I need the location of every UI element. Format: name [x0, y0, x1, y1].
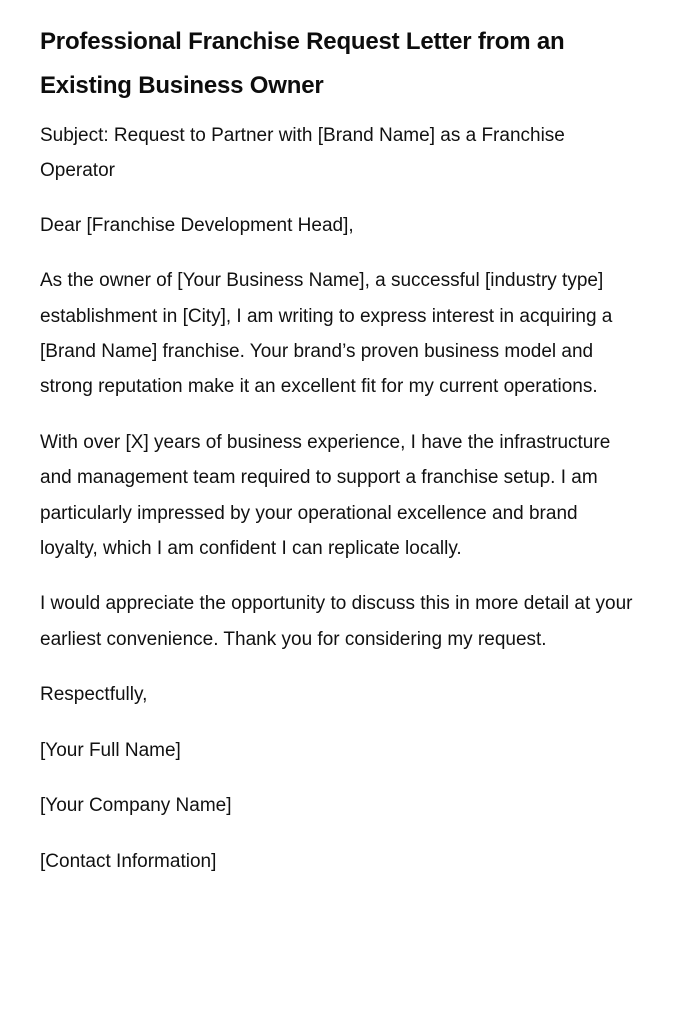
letter-subject: Subject: Request to Partner with [Brand Name] as a Franchise Operator: [40, 125, 565, 182]
signature-company: [Your Company Name]: [40, 795, 232, 817]
signature-contact: [Contact Information]: [40, 850, 217, 872]
letter-paragraph-experience: With over [X] years of business experience, I have the infrastructure and management team required to support a franchise setup. I am particularly impressed by your operational excellence and brand loyalty, which I am confident I can replicate locally.: [40, 431, 611, 560]
letter-title: Professional Franchise Request Letter from an Existing Business Owner: [40, 28, 565, 99]
letter-document: [40, 20, 640, 899]
letter-salutation: Dear [Franchise Development Head],: [40, 214, 354, 236]
signature-name: [Your Full Name]: [40, 739, 181, 761]
letter-paragraph-request: I would appreciate the opportunity to discuss this in more detail at your earliest convenience. Thank you for considering my request.: [40, 593, 633, 650]
letter-paragraph-intro: As the owner of [Your Business Name], a successful [industry type] establishment in [City], I am writing to express interest in acquiring a [Brand Name] franchise. Your brand’s proven business model and strong reputation make it an excellent fit for my current operations.: [40, 270, 613, 398]
letter-closing: Respectfully,: [40, 684, 148, 706]
